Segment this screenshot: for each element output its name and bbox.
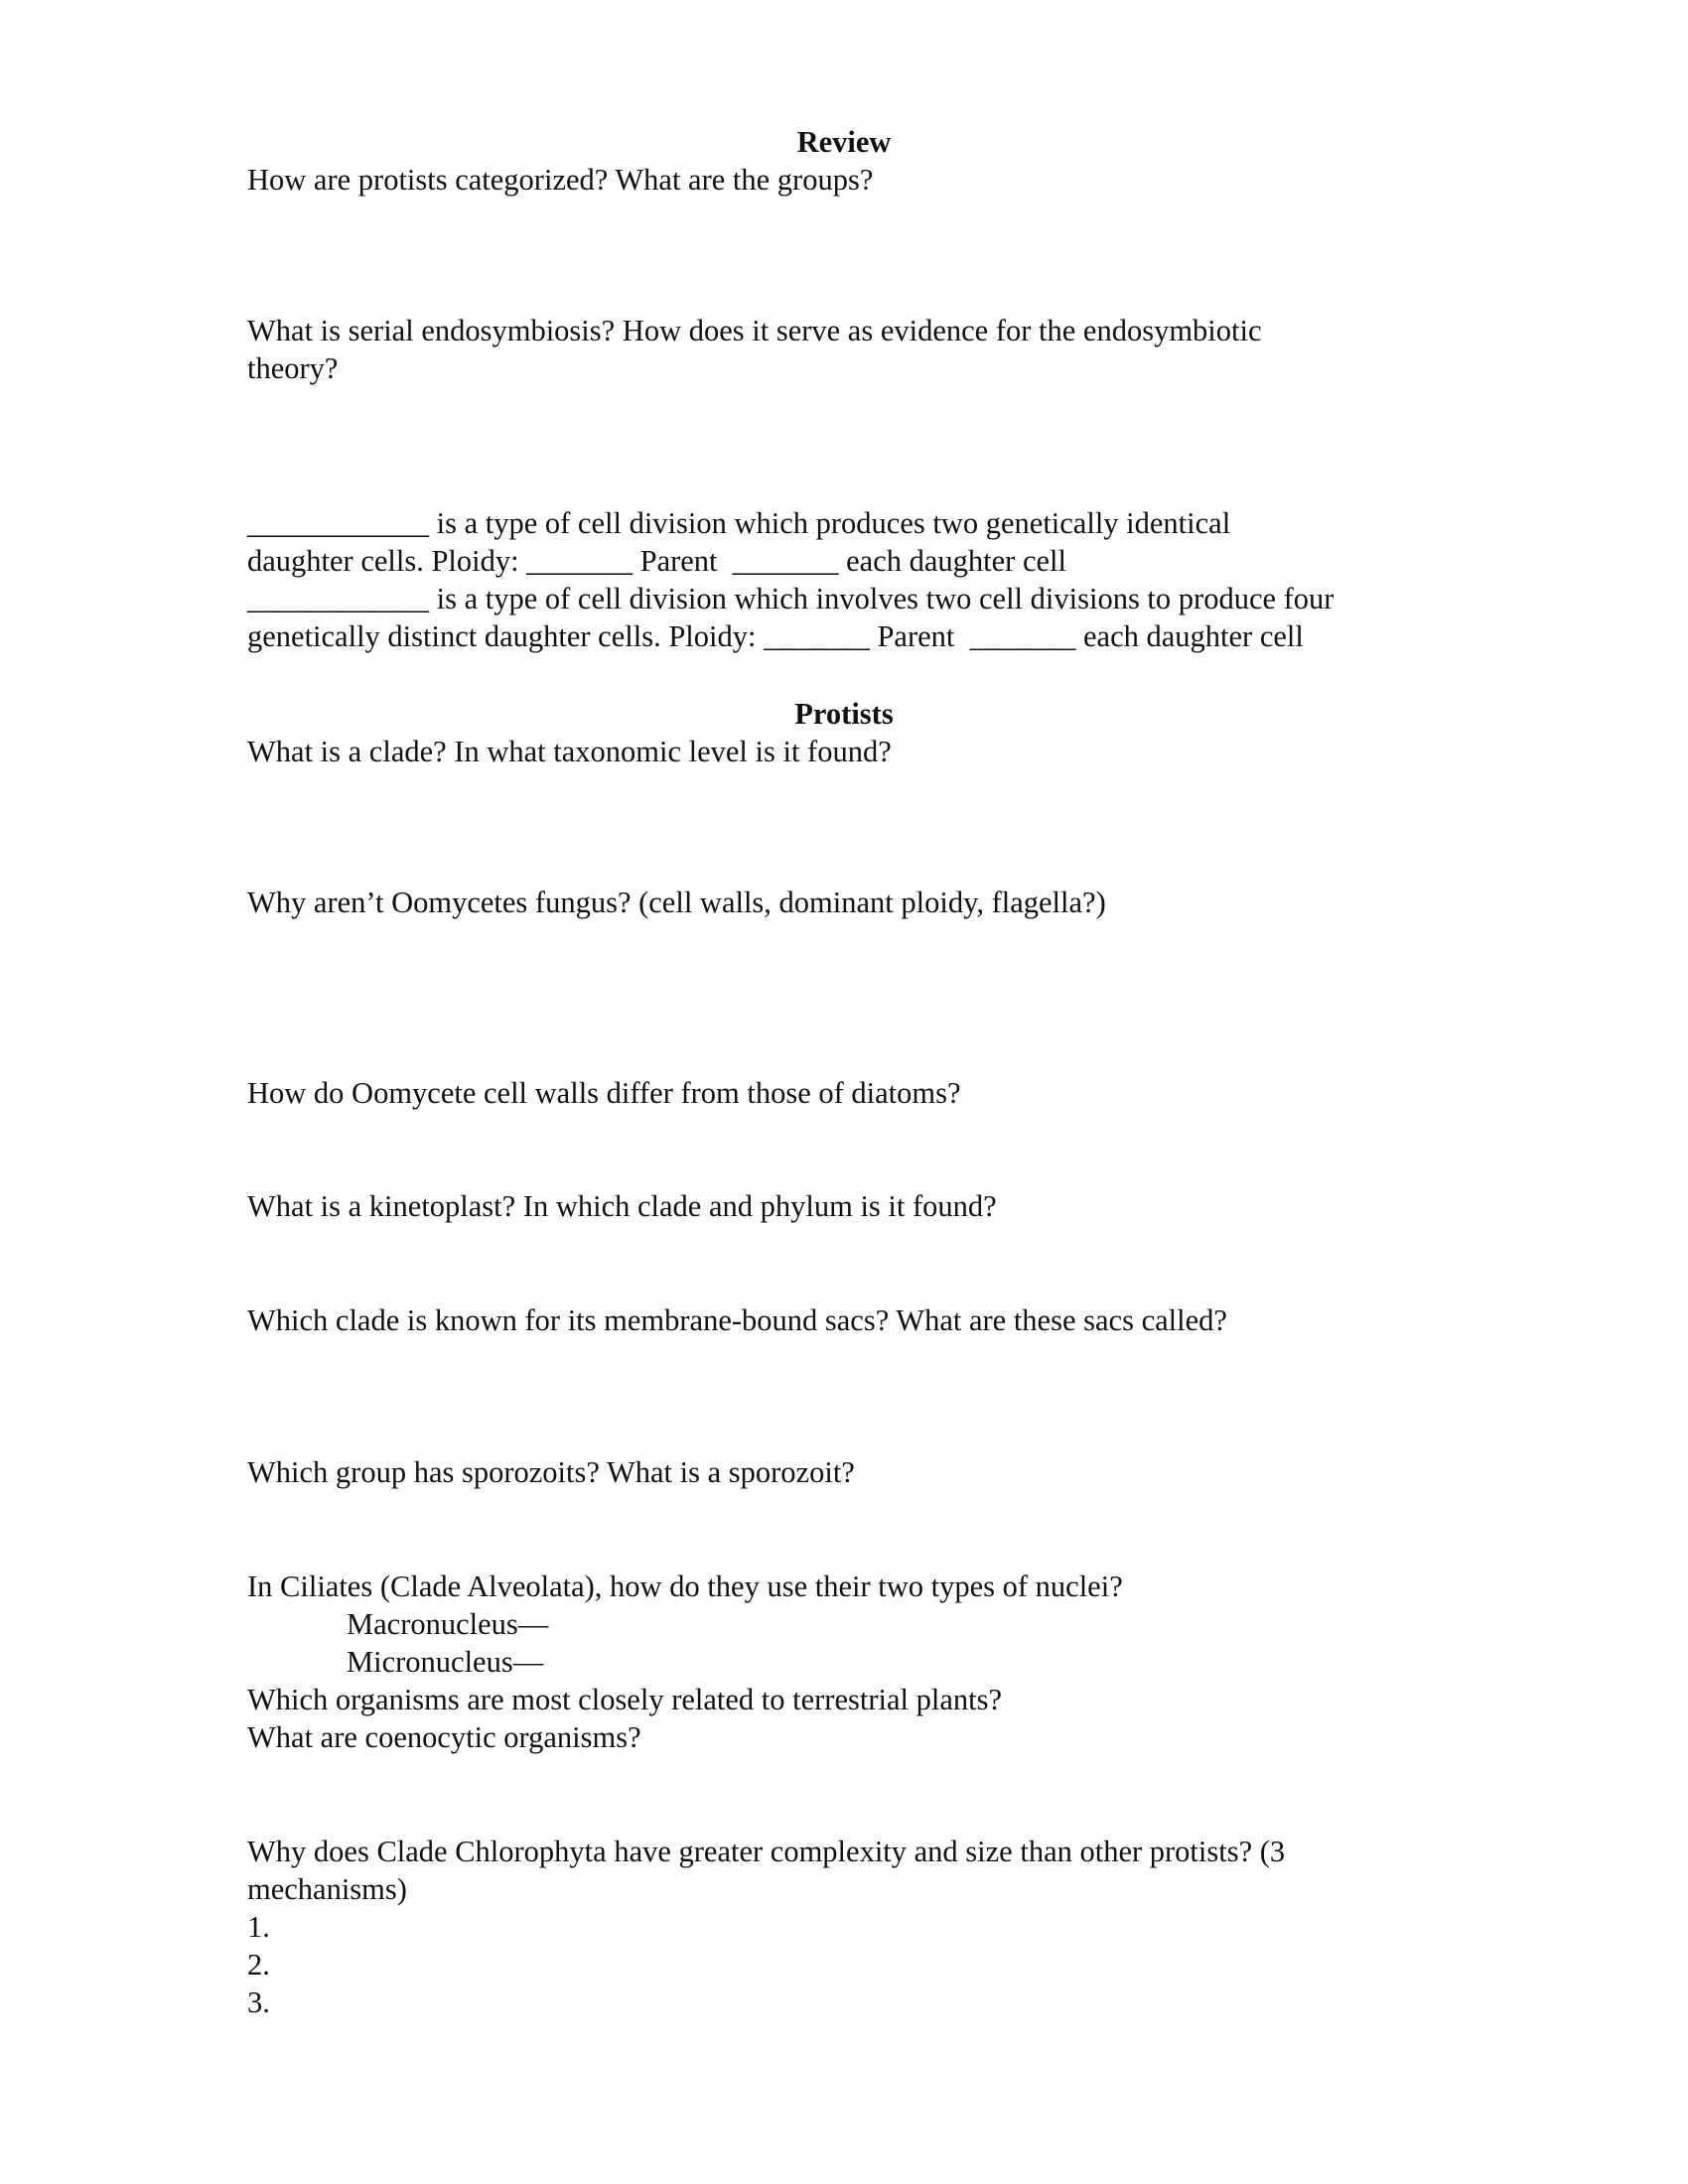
question-serial-endosymbiosis: What is serial endosymbiosis? How does it serve as evidence for the endosymbiotic	[247, 314, 1262, 347]
macronucleus-label: Macronucleus—	[347, 1607, 549, 1641]
question-kinetoplast: What is a kinetoplast? In which clade and phylum is it found?	[247, 1189, 997, 1223]
question-cell-walls: How do Oomycete cell walls differ from those of diatoms?	[247, 1076, 961, 1110]
question-protist-categories: How are protists categorized? What are the groups?	[247, 163, 874, 197]
list-item-2: 2.	[247, 1948, 270, 1981]
question-ciliates: In Ciliates (Clade Alveolata), how do they use their two types of nuclei?	[247, 1570, 1123, 1603]
fill-in-mitosis: ____________ is a type of cell division which produces two genetically identical	[247, 506, 1231, 540]
question-coenocytic: What are coenocytic organisms?	[247, 1720, 641, 1754]
question-chlorophyta-cont: mechanisms)	[247, 1872, 407, 1906]
protists-heading: Protists	[794, 697, 894, 731]
question-sporozoits: Which group has sporozoits? What is a sporozoit?	[247, 1455, 855, 1489]
question-chlorophyta: Why does Clade Chlorophyta have greater complexity and size than other protists? (3	[247, 1835, 1286, 1868]
list-item-1: 1.	[247, 1910, 270, 1944]
list-item-3: 3.	[247, 1985, 270, 2019]
micronucleus-label: Micronucleus—	[347, 1645, 544, 1679]
question-oomycetes: Why aren’t Oomycetes fungus? (cell walls, dominant ploidy, flagella?)	[247, 886, 1106, 919]
fill-in-meiosis: ____________ is a type of cell division which involves two cell divisions to produce four	[247, 582, 1335, 615]
review-heading: Review	[796, 125, 892, 159]
question-clade: What is a clade? In what taxonomic level is it found?	[247, 735, 892, 768]
fill-in-mitosis-ploidy: daughter cells. Ploidy: _______ Parent _______ each daughter cell	[247, 544, 1066, 578]
question-serial-endosymbiosis-cont: theory?	[247, 351, 339, 385]
fill-in-meiosis-ploidy: genetically distinct daughter cells. Ploidy: _______ Parent _______ each daughter cell	[247, 619, 1304, 653]
question-membrane-sacs: Which clade is known for its membrane-bound sacs? What are these sacs called?	[247, 1303, 1227, 1337]
question-terrestrial-plants: Which organisms are most closely related to terrestrial plants?	[247, 1683, 1002, 1716]
